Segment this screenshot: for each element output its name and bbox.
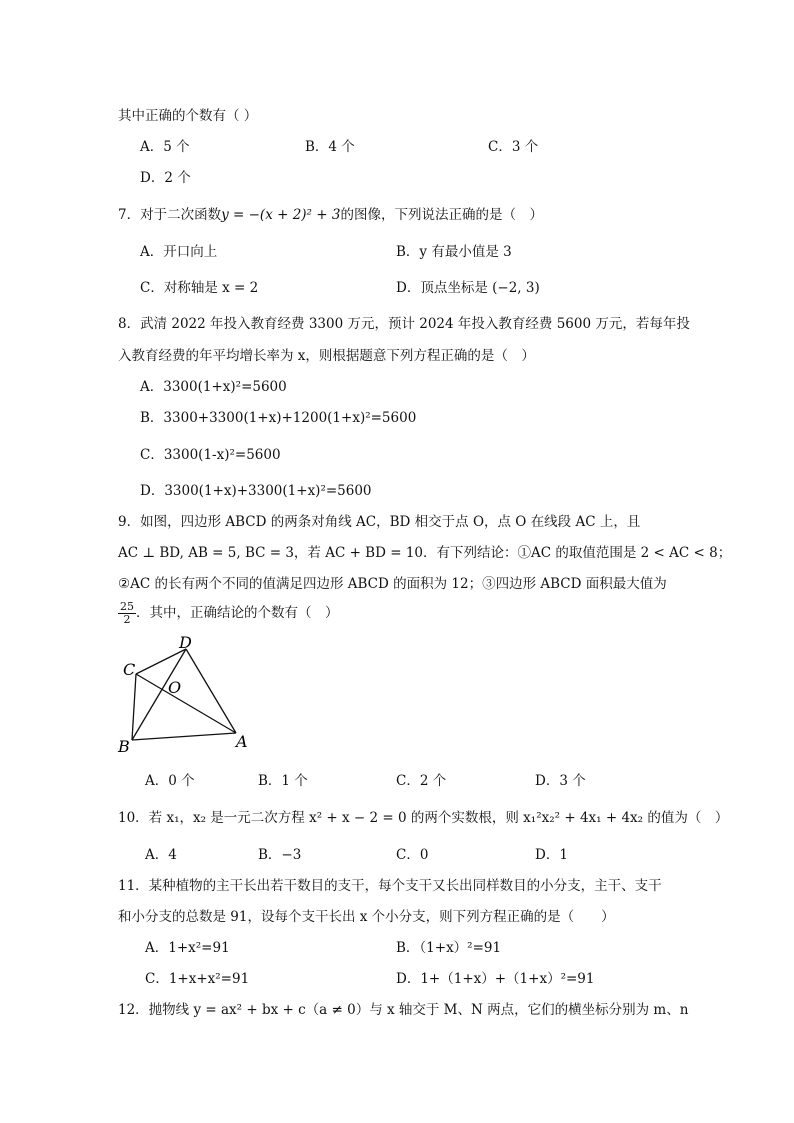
q6-tail: 其中正确的个数有（ ） — [118, 108, 258, 124]
q8-line2: 入教育经费的年平均增长率为 x，则根据题意下列方程正确的是（ ） — [118, 348, 535, 364]
q9-fraction-num: 25 — [120, 600, 134, 613]
q7-stem — [118, 203, 543, 223]
edge-da — [186, 649, 236, 733]
label-d: D — [179, 636, 192, 652]
label-o: O — [168, 678, 182, 697]
q6-option-d[interactable]: D．2 个 — [140, 170, 191, 186]
q7-option-d[interactable]: D．顶点坐标是 (−2, 3) — [396, 280, 540, 296]
label-c: C — [123, 660, 136, 679]
q7-formula: y = −(x + 2)² + 3 — [221, 207, 341, 223]
q6-option-c[interactable]: C．3 个 — [488, 139, 539, 155]
edge-ab — [132, 733, 236, 740]
q9-line2: AC ⊥ BD, AB = 5, BC = 3，若 AC + BD = 10．有下列结论：①AC 的取值范围是 2 < AC < 8； — [118, 545, 732, 561]
q12-line1: 12．抛物线 y = ax² + bx + c（a ≠ 0）与 x 轴交于 M、N 两点，它们的横坐标分别为 m、n — [118, 1002, 689, 1018]
q10-option-c[interactable]: C．0 — [396, 847, 429, 863]
q8-line1: 8．武清 2022 年投入教育经费 3300 万元，预计 2024 年投入教育经费 5600 万元，若每年投 — [118, 316, 690, 332]
q6-option-b[interactable]: B．4 个 — [305, 139, 355, 155]
q9-option-d[interactable]: D．3 个 — [535, 773, 586, 789]
q7-prefix: 7．对于二次函数 — [118, 207, 222, 223]
q9-line1: 9．如图，四边形 ABCD 的两条对角线 AC，BD 相交于点 O，点 O 在线段 AC 上，且 — [118, 514, 641, 530]
q9-line4 — [118, 601, 339, 626]
q11-option-c[interactable]: C．1+x+x²=91 — [145, 971, 250, 987]
label-b: B — [118, 737, 130, 756]
label-a: A — [236, 732, 248, 751]
q11-option-a[interactable]: A．1+x²=91 — [145, 940, 230, 956]
q9-option-b[interactable]: B．1 个 — [258, 773, 308, 789]
q7-option-c[interactable]: C．对称轴是 x = 2 — [140, 280, 259, 296]
q11-line1: 11．某种植物的主干长出若干数目的支干，每个支干又长出同样数目的小分支，主干、支干 — [118, 878, 662, 894]
q9-option-c[interactable]: C．2 个 — [396, 773, 447, 789]
q10-option-b[interactable]: B．−3 — [258, 847, 302, 863]
q7-option-a[interactable]: A．开口向上 — [140, 244, 218, 260]
q11-line2: 和小分支的总数是 91，设每个支干长出 x 个小分支，则下列方程正确的是（ ） — [118, 909, 615, 925]
q9-line3: ②AC 的长有两个不同的值满足四边形 ABCD 的面积为 12；③四边形 ABCD 面积最大值为 — [118, 576, 667, 592]
diagonal-ac — [136, 674, 236, 733]
q8-option-d[interactable]: D．3300(1+x)+3300(1+x)²=5600 — [140, 483, 372, 499]
q10-line1: 10．若 x₁，x₂ 是一元二次方程 x² + x − 2 = 0 的两个实数根，则 x₁²x₂² + 4x₁ + 4x₂ 的值为（ ） — [118, 810, 729, 826]
q9-option-a[interactable]: A．0 个 — [145, 773, 195, 789]
q11-option-b[interactable]: B．（1+x）²=91 — [396, 940, 502, 956]
q8-option-b[interactable]: B．3300+3300(1+x)+1200(1+x)²=5600 — [140, 410, 417, 426]
q10-option-d[interactable]: D．1 — [535, 847, 568, 863]
q11-option-d[interactable]: D．1+（1+x）+（1+x）²=91 — [396, 971, 595, 987]
q9-line4-text: ．其中，正确结论的个数有（ ） — [136, 605, 339, 621]
q9-fraction — [118, 601, 136, 626]
q7-option-b[interactable]: B．y 有最小值是 3 — [396, 244, 512, 260]
q9-figure — [112, 636, 262, 756]
edge-bc — [132, 674, 136, 740]
q8-option-a[interactable]: A．3300(1+x)²=5600 — [140, 379, 287, 395]
q7-suffix: 的图像，下列说法正确的是（ ） — [340, 207, 543, 223]
q8-option-c[interactable]: C．3300(1-x)²=5600 — [140, 447, 281, 463]
q9-fraction-den: 2 — [123, 613, 131, 626]
q6-option-a[interactable]: A．5 个 — [140, 139, 190, 155]
q10-option-a[interactable]: A．4 — [145, 847, 177, 863]
